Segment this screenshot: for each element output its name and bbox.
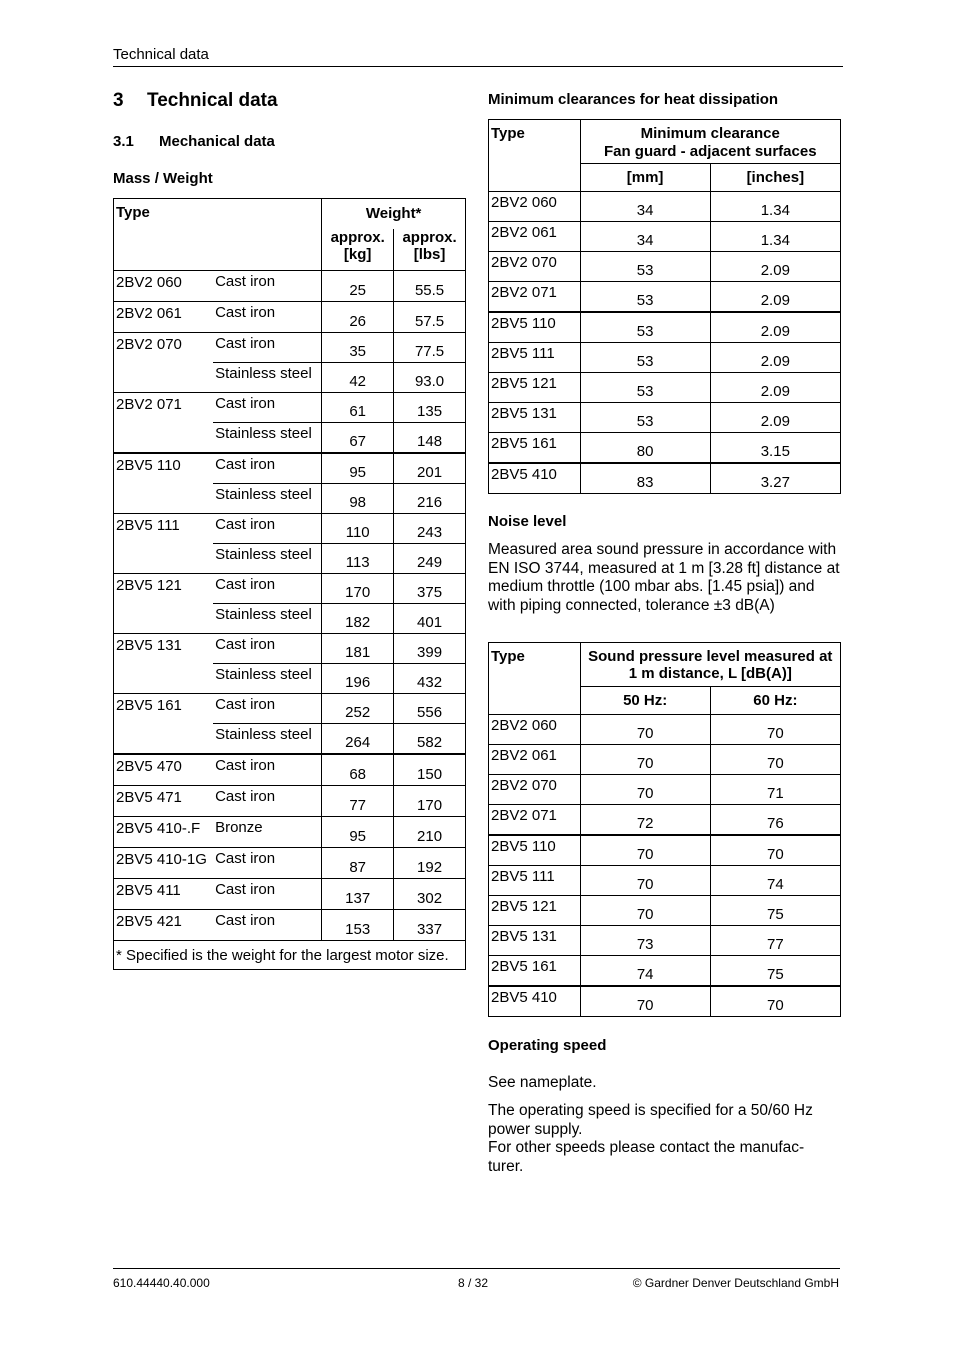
mass-type-cell: 2BV5 111 xyxy=(114,514,214,574)
mass-kg-cell: 252 xyxy=(322,694,394,724)
mass-material-cell: Cast iron xyxy=(213,910,322,941)
noise-60hz-cell: 70 xyxy=(710,835,840,866)
mass-lbs-cell: 582 xyxy=(394,724,466,755)
table-row xyxy=(114,694,466,724)
noise-heading: Noise level xyxy=(488,513,567,530)
table-row xyxy=(114,393,466,423)
table-row xyxy=(489,986,841,1017)
clearance-inches-cell: 2.09 xyxy=(710,282,840,313)
noise-60hz-cell: 74 xyxy=(710,866,840,896)
mass-kg-cell: 87 xyxy=(322,848,394,879)
noise-60hz-cell: 71 xyxy=(710,775,840,805)
mass-lbs-cell: 150 xyxy=(394,754,466,786)
mass-kg-cell: 182 xyxy=(322,604,394,634)
footer-doc-number: 610.44440.40.000 xyxy=(113,1276,210,1290)
mass-material-cell: Cast iron xyxy=(213,574,322,604)
table-row xyxy=(489,373,841,403)
speed-line-1: See nameplate. xyxy=(488,1074,597,1091)
clearance-col-title: Minimum clearance Fan guard - adjacent surfaces xyxy=(580,120,840,164)
table-row xyxy=(489,775,841,805)
mass-kg-cell: 95 xyxy=(322,817,394,848)
mass-type-cell: 2BV5 131 xyxy=(114,634,214,694)
chapter-title xyxy=(113,90,278,112)
clearance-inches-cell: 2.09 xyxy=(710,343,840,373)
speed-heading: Operating speed xyxy=(488,1037,607,1054)
noise-50hz-cell: 70 xyxy=(580,866,710,896)
mass-type-cell: 2BV5 471 xyxy=(114,786,214,817)
table-row xyxy=(114,453,466,484)
noise-table xyxy=(488,642,841,1017)
mass-type-cell: 2BV2 061 xyxy=(114,302,214,333)
table-row xyxy=(489,835,841,866)
mass-lbs-cell: 401 xyxy=(394,604,466,634)
mass-kg-cell: 98 xyxy=(322,484,394,514)
table-row xyxy=(114,817,466,848)
mass-material-cell: Stainless steel xyxy=(213,484,322,514)
noise-50hz-cell: 72 xyxy=(580,805,710,836)
clearance-inches-cell: 1.34 xyxy=(710,222,840,252)
mass-material-cell: Bronze xyxy=(213,817,322,848)
mass-material-cell: Stainless steel xyxy=(213,664,322,694)
noise-type-cell: 2BV2 060 xyxy=(489,715,581,745)
table-row xyxy=(114,271,466,302)
clearance-heading: Minimum clearances for heat dissipation xyxy=(488,91,779,108)
table-row xyxy=(114,634,466,664)
table-row xyxy=(114,879,466,910)
noise-60hz-cell: 75 xyxy=(710,896,840,926)
noise-type-cell: 2BV2 061 xyxy=(489,745,581,775)
clearance-type-cell: 2BV5 410 xyxy=(489,463,581,494)
speed-line-2: The operating speed is specified for a 50/60 Hz power supply. xyxy=(488,1102,813,1138)
mass-lbs-cell: 375 xyxy=(394,574,466,604)
clearance-inches-cell: 2.09 xyxy=(710,403,840,433)
header-divider xyxy=(113,66,843,67)
mass-kg-cell: 68 xyxy=(322,754,394,786)
clearance-type-cell: 2BV5 121 xyxy=(489,373,581,403)
noise-50hz-cell: 70 xyxy=(580,775,710,805)
clearance-mm-cell: 53 xyxy=(580,282,710,313)
mass-type-cell: 2BV5 110 xyxy=(114,453,214,514)
table-row xyxy=(489,312,841,343)
mass-lbs-cell: 55.5 xyxy=(394,271,466,302)
clearance-mm-cell: 34 xyxy=(580,222,710,252)
table-row xyxy=(489,252,841,282)
table-row xyxy=(114,910,466,941)
noise-col-title: Sound pressure level measured at 1 m distance, L [dB(A)] xyxy=(580,643,840,687)
table-row xyxy=(489,403,841,433)
table-row xyxy=(489,745,841,775)
mass-lbs-cell: 556 xyxy=(394,694,466,724)
mass-type-cell: 2BV2 071 xyxy=(114,393,214,454)
chapter-number: 3 xyxy=(113,90,124,111)
clearance-table xyxy=(488,119,841,494)
mass-lbs-cell: 192 xyxy=(394,848,466,879)
mass-kg-cell: 25 xyxy=(322,271,394,302)
mass-kg-cell: 110 xyxy=(322,514,394,544)
mass-type-cell: 2BV5 411 xyxy=(114,879,214,910)
clearance-mm-cell: 53 xyxy=(580,403,710,433)
mass-lbs-cell: 337 xyxy=(394,910,466,941)
mass-lbs-cell: 57.5 xyxy=(394,302,466,333)
mass-kg-cell: 137 xyxy=(322,879,394,910)
mass-material-cell: Cast iron xyxy=(213,754,322,786)
footer-page-number: 8 / 32 xyxy=(458,1276,489,1290)
mass-heading: Mass / Weight xyxy=(113,170,213,187)
clearance-mm-cell: 53 xyxy=(580,343,710,373)
mass-material-cell: Cast iron xyxy=(213,786,322,817)
mass-lbs-cell: 93.0 xyxy=(394,363,466,393)
mass-kg-cell: 170 xyxy=(322,574,394,604)
mass-lbs-cell: 170 xyxy=(394,786,466,817)
clearance-type-cell: 2BV2 061 xyxy=(489,222,581,252)
mass-kg-cell: 153 xyxy=(322,910,394,941)
clearance-mm-cell: 34 xyxy=(580,192,710,222)
mass-material-cell: Cast iron xyxy=(213,514,322,544)
table-row xyxy=(114,754,466,786)
mass-lbs-cell: 210 xyxy=(394,817,466,848)
mass-col-lbs: approx. [lbs] xyxy=(394,229,466,271)
noise-50hz-cell: 70 xyxy=(580,715,710,745)
clearance-type-cell: 2BV2 060 xyxy=(489,192,581,222)
mass-lbs-cell: 432 xyxy=(394,664,466,694)
clearance-mm-cell: 80 xyxy=(580,433,710,464)
mass-kg-cell: 264 xyxy=(322,724,394,755)
section-title xyxy=(113,133,275,150)
table-row xyxy=(114,302,466,333)
mass-material-cell: Cast iron xyxy=(213,694,322,724)
noise-type-cell: 2BV5 110 xyxy=(489,835,581,866)
clearance-mm-cell: 53 xyxy=(580,373,710,403)
running-header: Technical data xyxy=(113,46,209,63)
mass-type-cell: 2BV5 121 xyxy=(114,574,214,634)
mass-type-cell: 2BV2 060 xyxy=(114,271,214,302)
noise-type-cell: 2BV5 410 xyxy=(489,986,581,1017)
noise-60hz-cell: 70 xyxy=(710,986,840,1017)
mass-type-cell: 2BV5 421 xyxy=(114,910,214,941)
clearance-col-type: Type xyxy=(489,120,581,192)
clearance-col-inches: [inches] xyxy=(710,164,840,192)
noise-description: Measured area sound pressure in accordance with EN ISO 3744, measured at 1 m [3.28 ft] distance at medium throttle (100 mbar abs. [1.45 psia]) and with piping connected, tolerance ±3 dB(A) xyxy=(488,541,840,614)
table-row xyxy=(114,848,466,879)
clearance-mm-cell: 53 xyxy=(580,252,710,282)
clearance-type-cell: 2BV2 070 xyxy=(489,252,581,282)
mass-material-cell: Stainless steel xyxy=(213,544,322,574)
mass-material-cell: Cast iron xyxy=(213,393,322,423)
mass-lbs-cell: 148 xyxy=(394,423,466,454)
mass-material-cell: Cast iron xyxy=(213,333,322,363)
noise-50hz-cell: 74 xyxy=(580,956,710,987)
clearance-type-cell: 2BV2 071 xyxy=(489,282,581,313)
section-title-text: Mechanical data xyxy=(159,133,275,150)
table-row xyxy=(114,333,466,363)
mass-material-cell: Cast iron xyxy=(213,879,322,910)
clearance-type-cell: 2BV5 110 xyxy=(489,312,581,343)
mass-kg-cell: 42 xyxy=(322,363,394,393)
mass-kg-cell: 95 xyxy=(322,453,394,484)
mass-material-cell: Stainless steel xyxy=(213,363,322,393)
mass-lbs-cell: 77.5 xyxy=(394,333,466,363)
noise-type-cell: 2BV5 131 xyxy=(489,926,581,956)
mass-kg-cell: 26 xyxy=(322,302,394,333)
mass-type-cell: 2BV5 410-.F xyxy=(114,817,214,848)
noise-col-60hz: 60 Hz: xyxy=(710,687,840,715)
table-row xyxy=(489,805,841,836)
mass-lbs-cell: 399 xyxy=(394,634,466,664)
noise-type-cell: 2BV5 161 xyxy=(489,956,581,987)
mass-lbs-cell: 249 xyxy=(394,544,466,574)
noise-type-cell: 2BV5 111 xyxy=(489,866,581,896)
mass-material-cell: Cast iron xyxy=(213,302,322,333)
noise-col-50hz: 50 Hz: xyxy=(580,687,710,715)
mass-kg-cell: 196 xyxy=(322,664,394,694)
mass-material-cell: Cast iron xyxy=(213,848,322,879)
mass-material-cell: Cast iron xyxy=(213,634,322,664)
clearance-inches-cell: 1.34 xyxy=(710,192,840,222)
noise-60hz-cell: 76 xyxy=(710,805,840,836)
clearance-mm-cell: 83 xyxy=(580,463,710,494)
mass-kg-cell: 77 xyxy=(322,786,394,817)
noise-50hz-cell: 73 xyxy=(580,926,710,956)
noise-60hz-cell: 70 xyxy=(710,745,840,775)
mass-type-cell: 2BV5 161 xyxy=(114,694,214,755)
mass-material-cell: Cast iron xyxy=(213,271,322,302)
mass-type-cell: 2BV2 070 xyxy=(114,333,214,393)
clearance-inches-cell: 2.09 xyxy=(710,252,840,282)
clearance-col-mm: [mm] xyxy=(580,164,710,192)
clearance-type-cell: 2BV5 131 xyxy=(489,403,581,433)
noise-type-cell: 2BV5 121 xyxy=(489,896,581,926)
mass-lbs-cell: 243 xyxy=(394,514,466,544)
mass-lbs-cell: 135 xyxy=(394,393,466,423)
footer-copyright: © Gardner Denver Deutschland GmbH xyxy=(632,1276,839,1290)
table-row xyxy=(114,786,466,817)
table-row xyxy=(489,343,841,373)
table-row xyxy=(489,866,841,896)
mass-col-weight: Weight* xyxy=(322,199,466,229)
clearance-type-cell: 2BV5 111 xyxy=(489,343,581,373)
mass-material-cell: Stainless steel xyxy=(213,724,322,755)
mass-footnote: * Specified is the weight for the largest motor size. xyxy=(114,941,466,970)
mass-type-cell: 2BV5 410-1G xyxy=(114,848,214,879)
noise-50hz-cell: 70 xyxy=(580,745,710,775)
noise-60hz-cell: 70 xyxy=(710,715,840,745)
mass-kg-cell: 181 xyxy=(322,634,394,664)
table-row xyxy=(489,463,841,494)
noise-50hz-cell: 70 xyxy=(580,896,710,926)
mass-material-cell: Stainless steel xyxy=(213,604,322,634)
table-row xyxy=(489,715,841,745)
mass-col-type: Type xyxy=(114,199,322,271)
table-row xyxy=(114,574,466,604)
mass-kg-cell: 35 xyxy=(322,333,394,363)
noise-50hz-cell: 70 xyxy=(580,986,710,1017)
mass-kg-cell: 61 xyxy=(322,393,394,423)
clearance-inches-cell: 3.15 xyxy=(710,433,840,464)
table-row xyxy=(114,514,466,544)
clearance-inches-cell: 3.27 xyxy=(710,463,840,494)
noise-60hz-cell: 75 xyxy=(710,956,840,987)
mass-table xyxy=(113,198,466,970)
table-row xyxy=(489,433,841,464)
noise-type-cell: 2BV2 070 xyxy=(489,775,581,805)
table-row xyxy=(489,222,841,252)
mass-lbs-cell: 201 xyxy=(394,453,466,484)
footer-divider xyxy=(113,1268,840,1269)
chapter-title-text: Technical data xyxy=(147,90,278,111)
mass-col-kg: approx. [kg] xyxy=(322,229,394,271)
clearance-inches-cell: 2.09 xyxy=(710,312,840,343)
clearance-inches-cell: 2.09 xyxy=(710,373,840,403)
table-row xyxy=(489,192,841,222)
mass-kg-cell: 67 xyxy=(322,423,394,454)
noise-50hz-cell: 70 xyxy=(580,835,710,866)
mass-lbs-cell: 216 xyxy=(394,484,466,514)
clearance-mm-cell: 53 xyxy=(580,312,710,343)
section-number: 3.1 xyxy=(113,133,134,150)
noise-col-type: Type xyxy=(489,643,581,715)
noise-type-cell: 2BV2 071 xyxy=(489,805,581,836)
mass-kg-cell: 113 xyxy=(322,544,394,574)
mass-material-cell: Cast iron xyxy=(213,453,322,484)
mass-material-cell: Stainless steel xyxy=(213,423,322,454)
noise-60hz-cell: 77 xyxy=(710,926,840,956)
clearance-type-cell: 2BV5 161 xyxy=(489,433,581,464)
table-row xyxy=(489,926,841,956)
mass-lbs-cell: 302 xyxy=(394,879,466,910)
speed-line-3: For other speeds please contact the manufac-turer. xyxy=(488,1139,805,1175)
table-row xyxy=(489,896,841,926)
mass-type-cell: 2BV5 470 xyxy=(114,754,214,786)
table-row xyxy=(489,282,841,313)
table-row xyxy=(489,956,841,987)
